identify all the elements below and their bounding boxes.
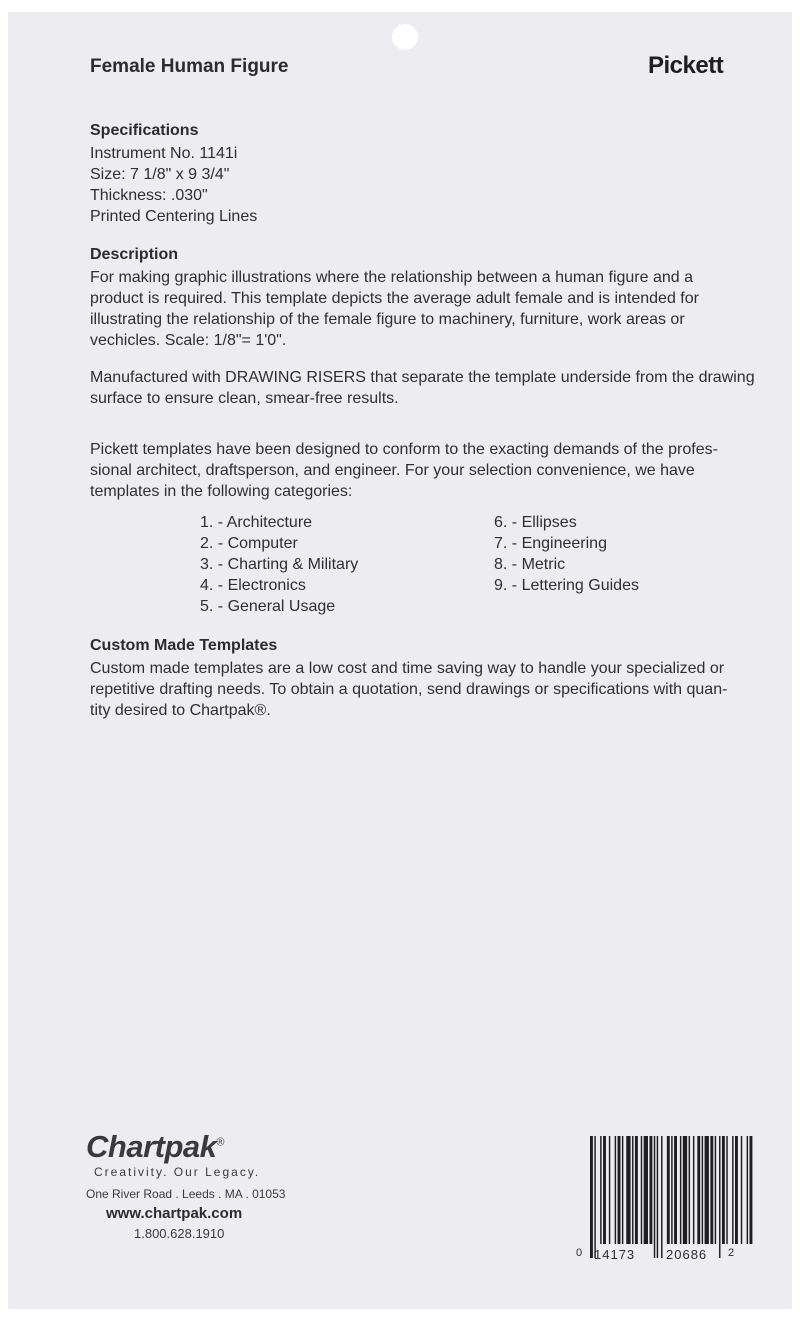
barcode-bar	[654, 1136, 655, 1258]
barcode-bar	[661, 1136, 662, 1258]
category-item: 8. - Metric	[494, 556, 566, 573]
product-title: Female Human Figure	[90, 56, 289, 77]
barcode-bar	[702, 1136, 703, 1244]
category-item: 5. - General Usage	[200, 598, 336, 615]
barcode-check-digit: 2	[728, 1247, 735, 1259]
barcode-bar	[649, 1136, 652, 1244]
upc-barcode-icon	[578, 1136, 756, 1262]
category-item: 4. - Electronics	[200, 577, 306, 594]
description-line: illustrating the relationship of the female figure to machinery, furniture, work areas or	[90, 311, 685, 328]
barcode-bar	[683, 1136, 687, 1244]
barcode-lead-digit: 0	[576, 1247, 583, 1259]
barcode-bar	[667, 1136, 670, 1244]
barcode-bar	[715, 1136, 716, 1244]
barcode-bar	[705, 1136, 709, 1244]
custom-line: tity desired to Chartpak®.	[90, 702, 271, 719]
category-list-left	[200, 512, 358, 617]
barcode-bar	[635, 1136, 638, 1244]
category-item: 3. - Charting & Military	[200, 556, 359, 573]
barcode-bar	[632, 1136, 633, 1244]
barcode-left-digits: 14173	[594, 1247, 636, 1262]
barcode-bar	[689, 1136, 690, 1244]
barcode-bar	[609, 1136, 610, 1244]
brand-logo: Pickett	[648, 52, 724, 79]
manufactured-line: Manufactured with DRAWING RISERS that separate the template underside from the drawing	[90, 369, 755, 386]
spec-line: Instrument No. 1141i	[90, 145, 238, 162]
chartpak-logo: Chartpak®	[86, 1129, 224, 1164]
pickett-line: templates in the following categories:	[90, 483, 353, 500]
product-card	[8, 12, 792, 1309]
barcode-bar	[722, 1136, 725, 1244]
manufactured-text	[90, 367, 755, 409]
barcode-bar	[693, 1136, 694, 1244]
category-item: 6. - Ellipses	[494, 514, 577, 531]
custom-templates-text	[90, 658, 727, 721]
pickett-templates-text	[90, 439, 718, 502]
category-item: 7. - Engineering	[494, 535, 607, 552]
pickett-line: Pickett templates have been designed to conform to the exacting demands of the profes-	[90, 441, 718, 458]
custom-line: repetitive drafting needs. To obtain a quotation, send drawings or specifications with quan-	[90, 681, 728, 698]
description-line: For making graphic illustrations where the relationship between a human figure and a	[90, 269, 694, 286]
barcode-bar	[741, 1136, 742, 1244]
barcode-bar	[657, 1136, 658, 1258]
barcode-right-digits: 20686	[666, 1247, 708, 1262]
barcode-bar	[747, 1136, 748, 1244]
category-item: 2. - Computer	[200, 535, 298, 552]
spec-line: Printed Centering Lines	[90, 208, 258, 225]
spec-line: Thickness: .030"	[90, 187, 208, 204]
barcode-bar	[615, 1136, 616, 1244]
pickett-line: sional architect, draftsperson, and engineer. For your selection convenience, we have	[90, 462, 695, 479]
barcode-bar	[600, 1136, 601, 1244]
barcode-bar	[644, 1136, 648, 1244]
barcode-bar	[732, 1136, 733, 1244]
barcode-bar	[710, 1136, 713, 1244]
address: One River Road . Leeds . MA . 01053	[86, 1187, 286, 1201]
barcode-bar	[594, 1136, 595, 1258]
barcode-bar	[750, 1136, 753, 1244]
description-text	[90, 267, 699, 351]
barcode-bar	[590, 1136, 593, 1258]
hang-hole	[392, 24, 418, 50]
description-line: vechicles. Scale: 1/8"= 1'0".	[90, 332, 287, 349]
barcode-bar	[674, 1136, 677, 1244]
spec-line: Size: 7 1/8" x 9 3/4"	[90, 166, 230, 183]
registered-mark: ®	[216, 1136, 224, 1149]
barcode-bar	[622, 1136, 623, 1244]
barcode-bar	[671, 1136, 672, 1244]
custom-line: Custom made templates are a low cost and time saving way to handle your specialized or	[90, 660, 725, 677]
barcode-bar	[641, 1136, 642, 1244]
barcode-bar	[735, 1136, 738, 1244]
phone-number: 1.800.628.1910	[134, 1226, 225, 1241]
barcode-bar	[618, 1136, 621, 1244]
barcode-bar	[603, 1136, 606, 1244]
manufactured-line: surface to ensure clean, smear-free results.	[90, 390, 399, 407]
category-item: 9. - Lettering Guides	[494, 577, 639, 594]
tagline: Creativity. Our Legacy.	[94, 1165, 261, 1179]
barcode-bar	[719, 1136, 720, 1258]
barcode-bar	[680, 1136, 681, 1244]
barcode-bar	[726, 1136, 727, 1244]
custom-templates-heading: Custom Made Templates	[90, 637, 278, 654]
specifications-list	[90, 143, 257, 227]
description-heading: Description	[90, 246, 179, 263]
barcode-bar	[626, 1136, 630, 1244]
website: www.chartpak.com	[106, 1205, 243, 1222]
category-list-right	[494, 512, 639, 596]
description-line: product is required. This template depicts the average adult female and is intended for	[90, 290, 699, 307]
specifications-heading: Specifications	[90, 122, 199, 139]
category-item: 1. - Architecture	[200, 514, 313, 531]
barcode-bar	[697, 1136, 700, 1244]
